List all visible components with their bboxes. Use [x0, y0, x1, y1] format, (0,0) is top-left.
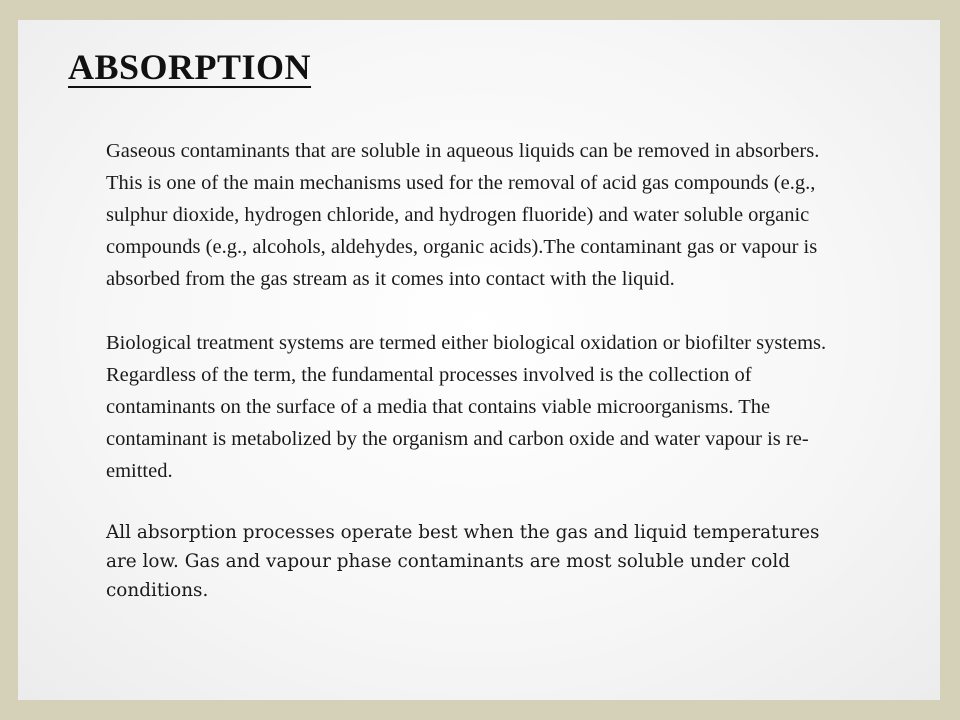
paragraph-biological-treatment: Biological treatment systems are termed either biological oxidation or biofilter systems. Regardless of the term, the fundamental processes involved is the collection of contaminants on the surface of a media that contains viable microorganisms. The contaminant is metabolized by the organism and carbon oxide and water vapour is re-emitted.	[106, 332, 827, 482]
slide-body	[106, 135, 851, 605]
paragraph-operating-conditions: All absorption processes operate best when the gas and liquid temperatures are low. Gas and vapour phase contaminants are most soluble under cold conditions.	[106, 522, 820, 601]
paragraph-absorption: Gaseous contaminants that are soluble in aqueous liquids can be removed in absorbers. This is one of the main mechanisms used for the removal of acid gas compounds (e.g., sulphur dioxide, hydrogen chloride, and hydrogen fluoride) and water soluble organic compounds (e.g., alcohols, aldehydes, organic acids).The contaminant gas or vapour is absorbed from the gas stream as it comes into contact with the liquid.	[106, 140, 820, 290]
slide-title: ABSORPTION	[68, 47, 312, 87]
